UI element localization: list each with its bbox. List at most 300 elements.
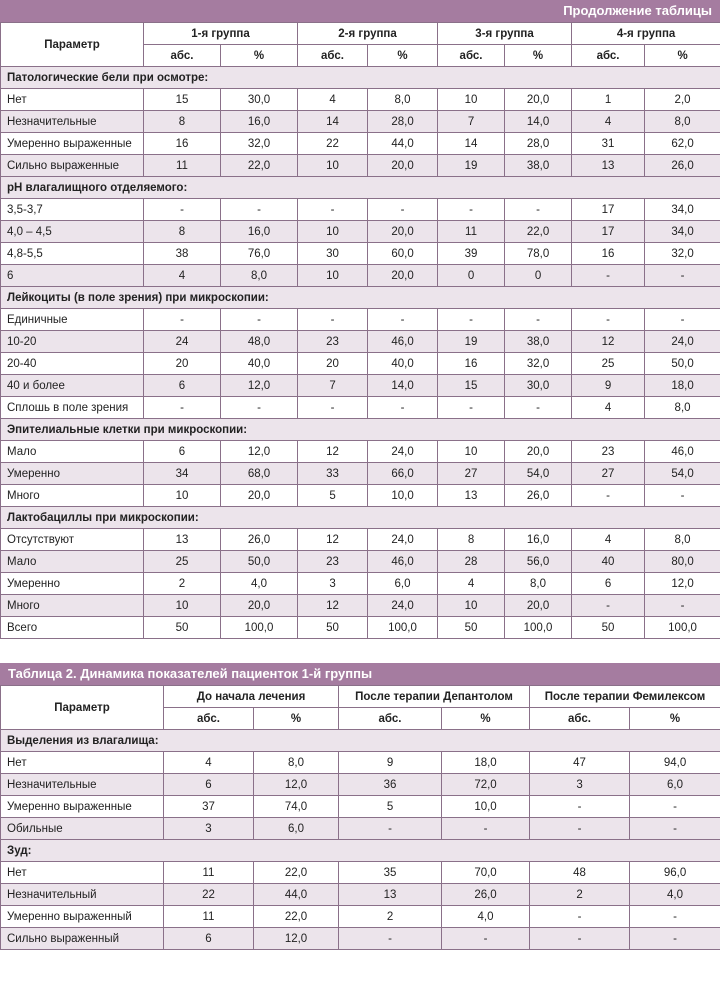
cell-pct: 18,0: [645, 375, 720, 397]
row-label: Незначительные: [1, 111, 144, 133]
cell-pct: 12,0: [221, 375, 298, 397]
cell-abs: 11: [438, 221, 505, 243]
cell-pct: 26,0: [505, 485, 572, 507]
cell-pct: 10,0: [368, 485, 438, 507]
cell-pct: 14,0: [505, 111, 572, 133]
cell-pct: -: [630, 818, 720, 840]
row-label: 4,8-5,5: [1, 243, 144, 265]
cell-pct: 8,0: [645, 529, 720, 551]
cell-abs: 13: [339, 884, 442, 906]
cell-pct: 74,0: [254, 796, 339, 818]
sub-abs: абс.: [144, 45, 221, 67]
cell-pct: 24,0: [368, 595, 438, 617]
cell-pct: 4,0: [630, 884, 720, 906]
cell-abs: -: [572, 485, 645, 507]
row-label: Нет: [1, 89, 144, 111]
param-header: Параметр: [1, 686, 164, 730]
cell-abs: -: [530, 818, 630, 840]
row-label: Всего: [1, 617, 144, 639]
cell-pct: 70,0: [442, 862, 530, 884]
row-label: Много: [1, 595, 144, 617]
cell-abs: 24: [144, 331, 221, 353]
row-label: Незначительный: [1, 884, 164, 906]
cell-abs: -: [572, 309, 645, 331]
cell-pct: 28,0: [368, 111, 438, 133]
table-2: [0, 685, 720, 950]
cell-abs: 27: [572, 463, 645, 485]
cell-pct: 12,0: [254, 928, 339, 950]
cell-abs: 39: [438, 243, 505, 265]
cell-abs: 11: [164, 862, 254, 884]
section-title: Зуд:: [1, 840, 720, 862]
cell-pct: 20,0: [505, 595, 572, 617]
cell-pct: 8,0: [645, 111, 720, 133]
sub-pct: %: [645, 45, 720, 67]
cell-abs: -: [144, 397, 221, 419]
cell-abs: -: [339, 928, 442, 950]
cell-abs: 3: [164, 818, 254, 840]
cell-abs: 6: [144, 375, 221, 397]
section-title: Эпителиальные клетки при микроскопии:: [1, 419, 720, 441]
cell-pct: 8,0: [505, 573, 572, 595]
cell-pct: 40,0: [368, 353, 438, 375]
cell-pct: 20,0: [505, 441, 572, 463]
cell-pct: 8,0: [368, 89, 438, 111]
table-row: [1, 375, 720, 397]
cell-abs: -: [438, 397, 505, 419]
row-label: 6: [1, 265, 144, 287]
cell-pct: 28,0: [505, 133, 572, 155]
cell-abs: 4: [572, 529, 645, 551]
cell-pct: 78,0: [505, 243, 572, 265]
table-row: [1, 331, 720, 353]
cell-pct: 10,0: [442, 796, 530, 818]
cell-pct: 38,0: [505, 155, 572, 177]
cell-abs: 34: [144, 463, 221, 485]
section-row: [1, 419, 720, 441]
row-label: Мало: [1, 441, 144, 463]
cell-abs: 31: [572, 133, 645, 155]
table-row: [1, 818, 720, 840]
cell-pct: 100,0: [221, 617, 298, 639]
cell-abs: -: [298, 199, 368, 221]
sub-abs: абс.: [164, 708, 254, 730]
section-row: [1, 840, 720, 862]
cell-pct: 6,0: [254, 818, 339, 840]
table-row: [1, 752, 720, 774]
cell-pct: 20,0: [368, 265, 438, 287]
cell-abs: 30: [298, 243, 368, 265]
continuation-header: Продолжение таблицы: [0, 0, 720, 22]
table-row: [1, 133, 720, 155]
cell-pct: 46,0: [368, 331, 438, 353]
cell-abs: 7: [298, 375, 368, 397]
cell-pct: 72,0: [442, 774, 530, 796]
cell-abs: 10: [298, 265, 368, 287]
cell-abs: 37: [164, 796, 254, 818]
cell-abs: 3: [530, 774, 630, 796]
cell-pct: 46,0: [368, 551, 438, 573]
cell-pct: 50,0: [221, 551, 298, 573]
row-label: Умеренно выраженные: [1, 796, 164, 818]
sub-abs: абс.: [339, 708, 442, 730]
cell-abs: 17: [572, 221, 645, 243]
cell-pct: 38,0: [505, 331, 572, 353]
cell-abs: 25: [144, 551, 221, 573]
cell-abs: 19: [438, 331, 505, 353]
section-title: pH влагалищного отделяемого:: [1, 177, 720, 199]
sub-pct: %: [368, 45, 438, 67]
cell-pct: 34,0: [645, 199, 720, 221]
row-label: Сильно выраженные: [1, 155, 144, 177]
cell-abs: 12: [298, 529, 368, 551]
cell-abs: 1: [572, 89, 645, 111]
row-label: Сплошь в поле зрения: [1, 397, 144, 419]
cell-pct: 20,0: [221, 485, 298, 507]
cell-pct: 40,0: [221, 353, 298, 375]
cell-abs: 10: [438, 595, 505, 617]
row-label: Умеренно выраженный: [1, 906, 164, 928]
cell-abs: 33: [298, 463, 368, 485]
cell-pct: 30,0: [505, 375, 572, 397]
table-row: [1, 397, 720, 419]
table-row: [1, 906, 720, 928]
section-row: [1, 67, 720, 89]
cell-abs: -: [438, 309, 505, 331]
cell-pct: 12,0: [645, 573, 720, 595]
table-row: [1, 928, 720, 950]
cell-abs: 40: [572, 551, 645, 573]
section-title: Выделения из влагалища:: [1, 730, 720, 752]
section-row: [1, 507, 720, 529]
cell-abs: 17: [572, 199, 645, 221]
cell-abs: 23: [298, 331, 368, 353]
cell-abs: 10: [438, 89, 505, 111]
table-row: [1, 463, 720, 485]
cell-pct: 60,0: [368, 243, 438, 265]
cell-abs: 12: [298, 441, 368, 463]
cell-pct: 14,0: [368, 375, 438, 397]
cell-abs: -: [530, 906, 630, 928]
section-title: Лейкоциты (в поле зрения) при микроскопии:: [1, 287, 720, 309]
cell-pct: 22,0: [254, 906, 339, 928]
cell-pct: 26,0: [442, 884, 530, 906]
cell-pct: -: [630, 906, 720, 928]
sub-abs: абс.: [530, 708, 630, 730]
cell-abs: 9: [572, 375, 645, 397]
cell-pct: 4,0: [221, 573, 298, 595]
cell-pct: -: [368, 199, 438, 221]
cell-pct: 30,0: [221, 89, 298, 111]
section-row: [1, 730, 720, 752]
table-row: [1, 309, 720, 331]
table-row: [1, 155, 720, 177]
table-row: [1, 199, 720, 221]
cell-pct: 56,0: [505, 551, 572, 573]
cell-pct: -: [221, 309, 298, 331]
param-header: Параметр: [1, 23, 144, 67]
row-label: Умеренно: [1, 463, 144, 485]
cell-abs: -: [572, 595, 645, 617]
cell-pct: 50,0: [645, 353, 720, 375]
group-header-1: До начала лечения: [164, 686, 339, 708]
cell-abs: -: [530, 928, 630, 950]
cell-abs: 7: [438, 111, 505, 133]
cell-abs: 16: [144, 133, 221, 155]
section-title: Патологические бели при осмотре:: [1, 67, 720, 89]
cell-abs: 16: [572, 243, 645, 265]
cell-pct: 100,0: [645, 617, 720, 639]
cell-abs: 22: [298, 133, 368, 155]
cell-abs: 16: [438, 353, 505, 375]
cell-abs: 2: [144, 573, 221, 595]
cell-abs: 6: [144, 441, 221, 463]
cell-pct: -: [630, 796, 720, 818]
cell-pct: 18,0: [442, 752, 530, 774]
cell-pct: 16,0: [505, 529, 572, 551]
table-1: [0, 22, 720, 639]
row-label: Много: [1, 485, 144, 507]
table-row: [1, 485, 720, 507]
cell-pct: -: [505, 309, 572, 331]
row-label: Мало: [1, 551, 144, 573]
table-row: [1, 796, 720, 818]
cell-abs: 6: [164, 928, 254, 950]
cell-abs: 50: [438, 617, 505, 639]
cell-pct: -: [645, 485, 720, 507]
cell-abs: 20: [298, 353, 368, 375]
cell-abs: 14: [438, 133, 505, 155]
cell-abs: 8: [438, 529, 505, 551]
cell-pct: 0: [505, 265, 572, 287]
table-row: [1, 111, 720, 133]
cell-abs: 13: [438, 485, 505, 507]
cell-abs: -: [572, 265, 645, 287]
section-row: [1, 177, 720, 199]
row-label: Сильно выраженный: [1, 928, 164, 950]
cell-pct: 32,0: [505, 353, 572, 375]
cell-pct: -: [221, 199, 298, 221]
table-row: [1, 884, 720, 906]
row-label: Умеренно: [1, 573, 144, 595]
cell-abs: 5: [339, 796, 442, 818]
cell-abs: 47: [530, 752, 630, 774]
table-row: [1, 529, 720, 551]
cell-pct: 16,0: [221, 111, 298, 133]
table-row: [1, 221, 720, 243]
cell-abs: 4: [438, 573, 505, 595]
cell-pct: 8,0: [645, 397, 720, 419]
group-header-3: После терапии Фемилексом: [530, 686, 720, 708]
cell-abs: 5: [298, 485, 368, 507]
cell-abs: 15: [144, 89, 221, 111]
cell-abs: 4: [298, 89, 368, 111]
cell-pct: 76,0: [221, 243, 298, 265]
row-label: Обильные: [1, 818, 164, 840]
group-header-2: После терапии Депантолом: [339, 686, 530, 708]
cell-pct: 12,0: [254, 774, 339, 796]
table-row: [1, 353, 720, 375]
table-row: [1, 243, 720, 265]
cell-abs: 10: [144, 595, 221, 617]
row-label: 40 и более: [1, 375, 144, 397]
cell-abs: -: [530, 796, 630, 818]
cell-abs: 4: [144, 265, 221, 287]
cell-pct: 66,0: [368, 463, 438, 485]
sub-pct: %: [630, 708, 720, 730]
cell-pct: 20,0: [368, 221, 438, 243]
row-label: Нет: [1, 752, 164, 774]
cell-pct: 22,0: [254, 862, 339, 884]
cell-abs: 4: [164, 752, 254, 774]
cell-pct: 62,0: [645, 133, 720, 155]
total-row: [1, 617, 720, 639]
cell-pct: 44,0: [254, 884, 339, 906]
cell-abs: 27: [438, 463, 505, 485]
row-label: 20-40: [1, 353, 144, 375]
cell-pct: 20,0: [221, 595, 298, 617]
cell-abs: 0: [438, 265, 505, 287]
cell-pct: 54,0: [505, 463, 572, 485]
cell-abs: 13: [572, 155, 645, 177]
cell-abs: 10: [144, 485, 221, 507]
cell-pct: -: [630, 928, 720, 950]
group-header-1: 1-я группа: [144, 23, 298, 45]
cell-pct: -: [368, 309, 438, 331]
cell-pct: 80,0: [645, 551, 720, 573]
cell-pct: 22,0: [221, 155, 298, 177]
row-label: Незначительные: [1, 774, 164, 796]
cell-abs: 25: [572, 353, 645, 375]
table-row: [1, 573, 720, 595]
cell-pct: 24,0: [368, 529, 438, 551]
cell-abs: 2: [339, 906, 442, 928]
cell-pct: -: [645, 595, 720, 617]
table-row: [1, 595, 720, 617]
cell-pct: -: [442, 818, 530, 840]
group-header-4: 4-я группа: [572, 23, 720, 45]
row-label: Отсутствуют: [1, 529, 144, 551]
section-row: [1, 287, 720, 309]
table-row: [1, 265, 720, 287]
sub-abs: абс.: [572, 45, 645, 67]
cell-pct: 96,0: [630, 862, 720, 884]
cell-pct: 8,0: [221, 265, 298, 287]
cell-pct: 48,0: [221, 331, 298, 353]
cell-abs: 22: [164, 884, 254, 906]
cell-pct: -: [645, 309, 720, 331]
cell-abs: 12: [298, 595, 368, 617]
row-label: 4,0 – 4,5: [1, 221, 144, 243]
sub-abs: абс.: [298, 45, 368, 67]
cell-abs: 6: [572, 573, 645, 595]
cell-abs: 15: [438, 375, 505, 397]
cell-abs: -: [144, 199, 221, 221]
cell-abs: 50: [298, 617, 368, 639]
cell-abs: 38: [144, 243, 221, 265]
row-label: 3,5-3,7: [1, 199, 144, 221]
row-label: Умеренно выраженные: [1, 133, 144, 155]
cell-pct: 34,0: [645, 221, 720, 243]
cell-abs: 10: [298, 221, 368, 243]
group-header-2: 2-я группа: [298, 23, 438, 45]
table-row: [1, 774, 720, 796]
table-row: [1, 862, 720, 884]
cell-abs: 10: [438, 441, 505, 463]
cell-abs: 23: [298, 551, 368, 573]
table-2-title: Таблица 2. Динамика показателей пациенток 1-й группы: [0, 663, 720, 685]
cell-pct: 94,0: [630, 752, 720, 774]
sub-abs: абс.: [438, 45, 505, 67]
table-row: [1, 551, 720, 573]
cell-pct: 100,0: [505, 617, 572, 639]
sub-pct: %: [505, 45, 572, 67]
cell-abs: 8: [144, 111, 221, 133]
section-title: Лактобациллы при микроскопии:: [1, 507, 720, 529]
cell-pct: 68,0: [221, 463, 298, 485]
cell-abs: 2: [530, 884, 630, 906]
cell-abs: 14: [298, 111, 368, 133]
row-label: Нет: [1, 862, 164, 884]
cell-abs: 12: [572, 331, 645, 353]
cell-abs: 50: [144, 617, 221, 639]
cell-abs: -: [298, 397, 368, 419]
cell-pct: -: [645, 265, 720, 287]
cell-pct: 20,0: [368, 155, 438, 177]
cell-pct: 44,0: [368, 133, 438, 155]
cell-pct: -: [505, 199, 572, 221]
cell-pct: 8,0: [254, 752, 339, 774]
cell-pct: 26,0: [221, 529, 298, 551]
table-row: [1, 441, 720, 463]
cell-pct: 4,0: [442, 906, 530, 928]
cell-pct: 32,0: [645, 243, 720, 265]
cell-pct: 20,0: [505, 89, 572, 111]
cell-abs: -: [144, 309, 221, 331]
cell-abs: 19: [438, 155, 505, 177]
cell-abs: 48: [530, 862, 630, 884]
cell-abs: 8: [144, 221, 221, 243]
cell-abs: 36: [339, 774, 442, 796]
cell-abs: 28: [438, 551, 505, 573]
cell-abs: 20: [144, 353, 221, 375]
cell-pct: 6,0: [630, 774, 720, 796]
group-header-3: 3-я группа: [438, 23, 572, 45]
cell-abs: 35: [339, 862, 442, 884]
cell-pct: 24,0: [368, 441, 438, 463]
row-label: Единичные: [1, 309, 144, 331]
cell-abs: -: [339, 818, 442, 840]
cell-abs: 6: [164, 774, 254, 796]
cell-pct: 12,0: [221, 441, 298, 463]
table-row: [1, 89, 720, 111]
row-label: 10-20: [1, 331, 144, 353]
cell-pct: 2,0: [645, 89, 720, 111]
cell-pct: -: [442, 928, 530, 950]
cell-abs: 23: [572, 441, 645, 463]
cell-abs: 9: [339, 752, 442, 774]
cell-abs: 11: [144, 155, 221, 177]
cell-abs: 10: [298, 155, 368, 177]
cell-pct: -: [221, 397, 298, 419]
cell-pct: 16,0: [221, 221, 298, 243]
sub-pct: %: [442, 708, 530, 730]
cell-pct: 22,0: [505, 221, 572, 243]
cell-pct: 6,0: [368, 573, 438, 595]
cell-abs: 4: [572, 111, 645, 133]
cell-abs: -: [438, 199, 505, 221]
cell-abs: 13: [144, 529, 221, 551]
